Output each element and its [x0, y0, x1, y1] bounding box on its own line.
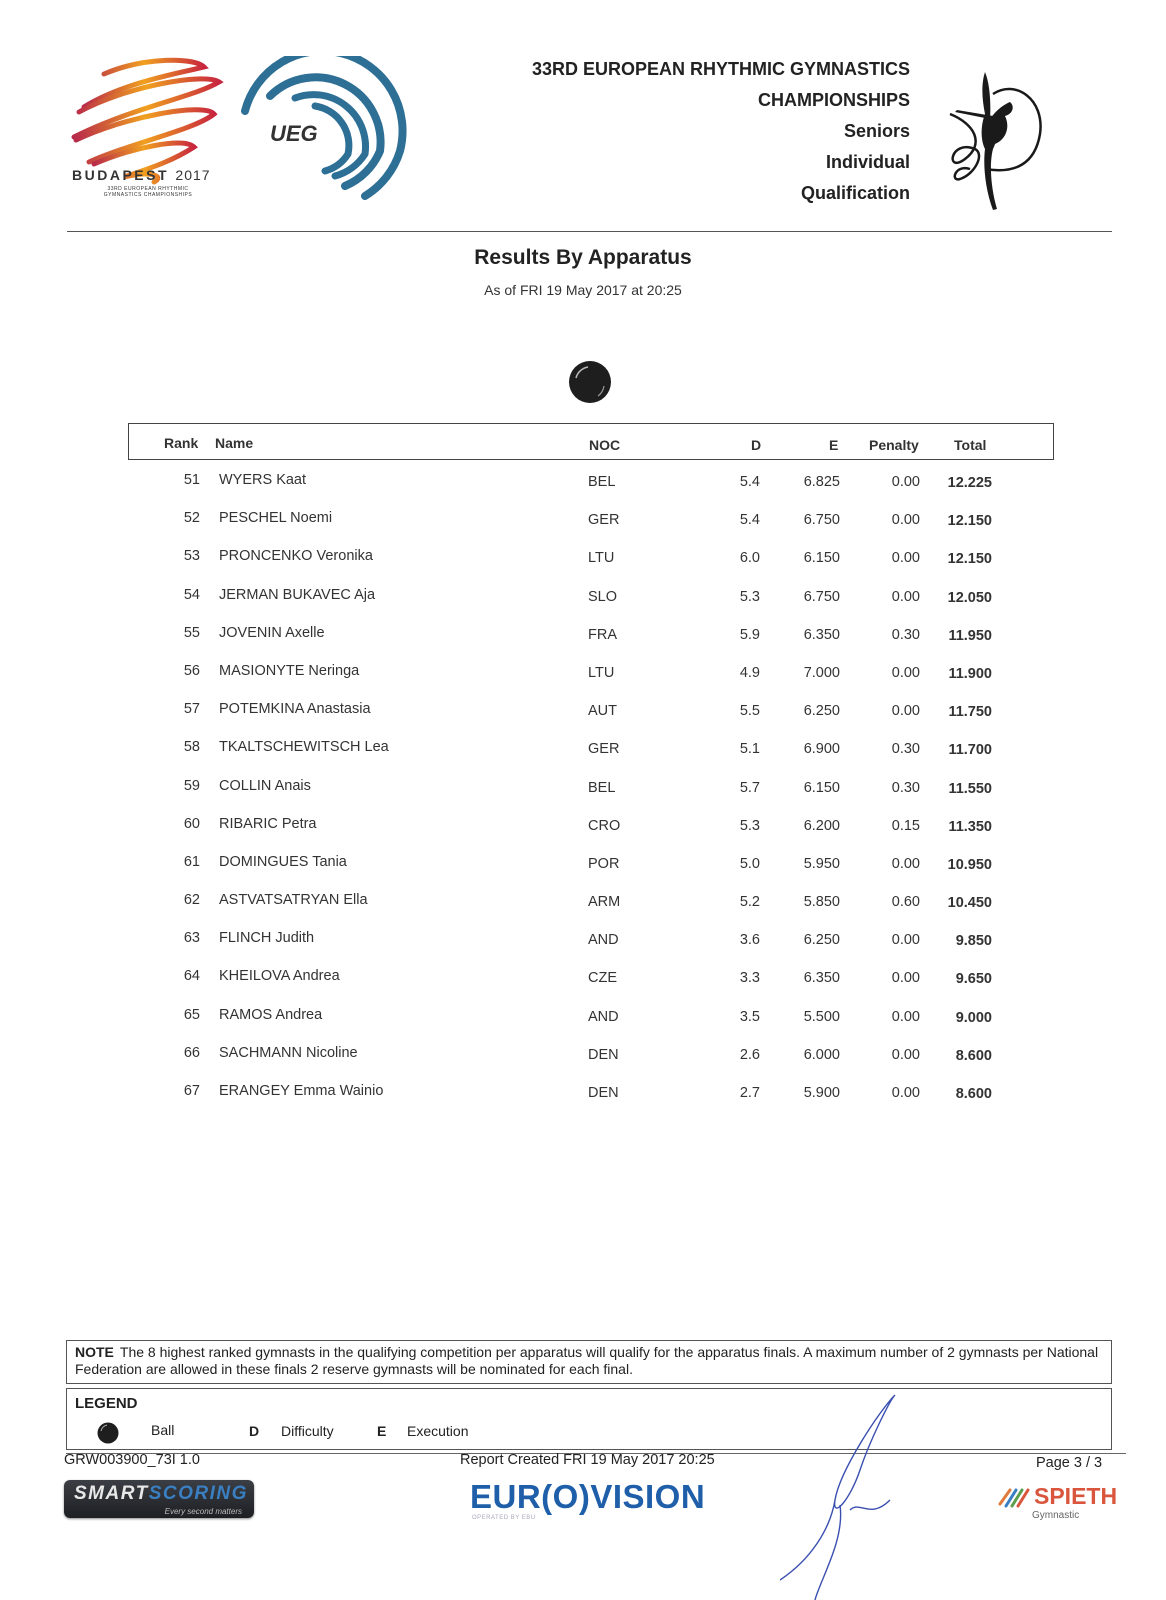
table-row — [0, 623, 1166, 661]
ueg-logo-text: UEG — [270, 121, 318, 146]
gymnast-silhouette-icon — [945, 64, 1045, 214]
gymnast-name: PESCHEL Noemi — [219, 510, 333, 527]
total: 11.550 — [948, 780, 992, 797]
noc: BEL — [588, 779, 616, 796]
gymnast-name: WYERS Kaat — [219, 472, 307, 488]
rank: 53 — [183, 548, 200, 565]
results-table-body — [0, 470, 1166, 1119]
e-score: 6.200 — [803, 817, 840, 834]
d-score: 5.5 — [739, 703, 760, 720]
penalty: 0.15 — [891, 817, 920, 834]
rank: 60 — [183, 815, 200, 832]
col-d: D — [751, 437, 762, 453]
penalty: 0.30 — [891, 779, 920, 796]
note-text: The 8 highest ranked gymnasts in the qualifying competition per apparatus will qualify for the apparatus finals. A maximum number of 2 gymnasts per National Federation are allowed in these finals 2 reserve gymnasts will be nominated for each final. — [75, 1344, 1099, 1377]
noc: GER — [588, 512, 620, 529]
penalty: 0.00 — [891, 703, 920, 720]
report-created: Report Created FRI 19 May 2017 20:25 — [460, 1452, 715, 1468]
gymnast-name: ERANGEY Emma Wainio — [219, 1083, 384, 1099]
penalty: 0.00 — [891, 664, 920, 681]
table-row — [0, 1081, 1166, 1119]
rank: 58 — [183, 739, 200, 756]
rank: 59 — [183, 777, 200, 794]
table-row — [0, 890, 1166, 928]
rank: 62 — [183, 892, 200, 909]
table-row — [0, 585, 1166, 623]
noc: LTU — [588, 550, 615, 567]
total: 11.900 — [948, 665, 992, 682]
legend-d-symbol: D — [249, 1423, 260, 1439]
table-row — [0, 1043, 1166, 1081]
legend-e-label: Execution — [407, 1423, 469, 1439]
gymnast-name: PRONCENKO Veronika — [219, 548, 373, 565]
penalty: 0.00 — [891, 1008, 920, 1025]
penalty: 0.00 — [891, 932, 920, 949]
legend-title: LEGEND — [75, 1395, 138, 1412]
table-row — [0, 737, 1166, 775]
penalty: 0.00 — [891, 1046, 920, 1063]
d-score: 5.7 — [739, 779, 760, 796]
e-score: 6.150 — [803, 550, 840, 567]
total: 12.225 — [947, 475, 992, 491]
gymnast-name: MASIONYTE Neringa — [219, 662, 360, 679]
total: 11.950 — [948, 627, 992, 644]
total: 9.000 — [955, 1009, 992, 1026]
gymnast-name: TKALTSCHEWITSCH Lea — [219, 739, 389, 756]
penalty: 0.00 — [891, 970, 920, 987]
e-score: 6.250 — [803, 703, 840, 720]
gymnast-name: POTEMKINA Anastasia — [219, 701, 371, 718]
rank: 65 — [183, 1006, 200, 1023]
col-e: E — [829, 437, 839, 453]
table-row — [0, 776, 1166, 814]
gymnast-name: ASTVATSATRYAN Ella — [219, 892, 368, 909]
penalty: 0.00 — [891, 588, 920, 605]
ball-icon — [97, 1422, 119, 1444]
eurovision-logo: EUR(O)VISION — [470, 1478, 706, 1515]
spieth-stripes-icon — [996, 1486, 1032, 1508]
note-label: NOTE — [75, 1344, 114, 1360]
rank: 54 — [183, 586, 200, 603]
results-table-header — [128, 423, 1054, 460]
total: 12.150 — [947, 551, 992, 568]
penalty: 0.00 — [891, 512, 920, 529]
e-score: 5.900 — [803, 1085, 840, 1101]
table-row — [0, 508, 1166, 546]
col-noc: NOC — [589, 437, 621, 453]
d-score: 2.7 — [739, 1085, 760, 1101]
d-score: 5.9 — [739, 626, 760, 643]
gymnast-name: RAMOS Andrea — [219, 1006, 323, 1023]
noc: CRO — [588, 817, 621, 834]
gymnast-name: JERMAN BUKAVEC Aja — [219, 586, 376, 603]
e-score: 6.750 — [803, 512, 840, 529]
e-score: 5.950 — [803, 855, 840, 872]
rank: 61 — [183, 853, 200, 870]
total: 10.950 — [947, 856, 992, 873]
e-score: 6.750 — [803, 588, 840, 605]
gymnast-name: RIBARIC Petra — [219, 815, 317, 832]
ueg-logo — [240, 56, 410, 206]
col-name: Name — [215, 435, 254, 451]
legend-d-label: Difficulty — [281, 1423, 334, 1439]
penalty: 0.00 — [891, 474, 920, 490]
noc: LTU — [588, 664, 615, 681]
penalty: 0.00 — [891, 855, 920, 872]
rank: 64 — [183, 968, 200, 985]
total: 9.850 — [955, 933, 992, 950]
note-box — [66, 1340, 1112, 1384]
rank: 55 — [183, 624, 200, 641]
table-row — [0, 966, 1166, 1004]
noc: DEN — [588, 1085, 619, 1101]
d-score: 3.5 — [739, 1008, 760, 1025]
title-line-2: CHAMPIONSHIPS — [757, 90, 910, 110]
e-score: 6.000 — [803, 1046, 840, 1063]
noc: GER — [588, 741, 620, 758]
noc: BEL — [588, 474, 616, 490]
col-total: Total — [954, 437, 987, 453]
gymnast-name: KHEILOVA Andrea — [219, 968, 340, 985]
phase-qualification: Qualification — [800, 183, 910, 203]
e-score: 6.250 — [803, 932, 840, 949]
gymnast-name: SACHMANN Nicoline — [219, 1044, 358, 1061]
noc: POR — [588, 855, 620, 872]
legend-box — [66, 1388, 1112, 1450]
total: 11.750 — [948, 704, 992, 721]
e-score: 5.500 — [803, 1008, 840, 1025]
d-score: 3.6 — [739, 932, 760, 949]
rank: 67 — [183, 1083, 200, 1099]
category-seniors: Seniors — [843, 121, 910, 141]
col-penalty: Penalty — [869, 437, 919, 453]
noc: FRA — [588, 626, 617, 643]
document-code: GRW003900_73I 1.0 — [64, 1452, 200, 1468]
table-row — [0, 699, 1166, 737]
table-row — [0, 1005, 1166, 1043]
rank: 63 — [183, 930, 200, 947]
noc: AND — [588, 1008, 619, 1025]
championship-title — [532, 58, 910, 213]
total: 12.050 — [947, 589, 992, 606]
ball-icon — [568, 360, 612, 404]
d-score: 2.6 — [739, 1046, 760, 1063]
category-individual: Individual — [825, 152, 910, 172]
noc: DEN — [588, 1046, 619, 1063]
d-score: 5.4 — [739, 512, 760, 529]
e-score: 6.350 — [803, 970, 840, 987]
total: 12.150 — [947, 513, 992, 530]
gymnast-name: COLLIN Anais — [219, 777, 311, 794]
penalty: 0.30 — [891, 626, 920, 643]
penalty: 0.00 — [891, 1085, 920, 1101]
budapest-logo-wordmark: BUDAPEST 2017 — [72, 167, 211, 183]
rank: 52 — [183, 510, 200, 527]
d-score: 6.0 — [739, 550, 760, 567]
e-score: 5.850 — [803, 894, 840, 911]
noc: AUT — [588, 703, 617, 720]
gymnast-name: FLINCH Judith — [219, 930, 315, 947]
rank: 57 — [183, 701, 200, 718]
page-number: Page 3 / 3 — [1036, 1455, 1103, 1471]
table-row — [0, 546, 1166, 584]
report-timestamp: As of FRI 19 May 2017 at 20:25 — [484, 282, 682, 298]
header-divider — [67, 231, 1112, 232]
budapest-logo-subtitle: 33RD EUROPEAN RHYTHMIC GYMNASTICS CHAMPIONSHIPS — [103, 186, 193, 198]
total: 11.350 — [948, 818, 992, 835]
table-row — [0, 852, 1166, 890]
noc: SLO — [588, 588, 618, 605]
table-row — [0, 814, 1166, 852]
legend-e-symbol: E — [377, 1423, 387, 1439]
d-score: 5.0 — [739, 855, 760, 872]
rank: 56 — [183, 662, 200, 679]
smartscoring-logo: SMARTSCORING Every second matters — [64, 1480, 254, 1518]
penalty: 0.30 — [891, 741, 920, 758]
e-score: 7.000 — [803, 664, 840, 681]
noc: ARM — [588, 894, 621, 911]
d-score: 5.3 — [739, 817, 760, 834]
total: 8.600 — [955, 1047, 992, 1064]
e-score: 6.350 — [803, 626, 840, 643]
rank: 51 — [183, 472, 200, 488]
table-row — [0, 470, 1166, 508]
signature — [780, 1390, 920, 1600]
total: 8.600 — [955, 1086, 992, 1102]
total: 11.700 — [948, 742, 992, 759]
rank: 66 — [183, 1044, 200, 1061]
d-score: 5.3 — [739, 588, 760, 605]
d-score: 3.3 — [739, 970, 760, 987]
eurovision-logo-subtitle: OPERATED BY EBU — [472, 1515, 536, 1521]
d-score: 4.9 — [739, 664, 760, 681]
report-title: Results By Apparatus — [474, 246, 692, 269]
title-line-1: 33RD EUROPEAN RHYTHMIC GYMNASTICS — [531, 59, 910, 79]
noc: AND — [588, 932, 619, 949]
d-score: 5.1 — [739, 741, 760, 758]
total: 10.450 — [947, 895, 992, 912]
table-row — [0, 928, 1166, 966]
gymnast-name: JOVENIN Axelle — [219, 624, 325, 641]
table-row — [0, 661, 1166, 699]
penalty: 0.60 — [891, 894, 920, 911]
e-score: 6.825 — [803, 474, 840, 490]
e-score: 6.900 — [803, 741, 840, 758]
total: 9.650 — [955, 971, 992, 988]
gymnast-name: DOMINGUES Tania — [219, 853, 347, 870]
d-score: 5.4 — [739, 474, 760, 490]
legend-ball-label: Ball — [151, 1422, 175, 1438]
col-rank: Rank — [164, 435, 199, 451]
d-score: 5.2 — [739, 894, 760, 911]
noc: CZE — [588, 970, 617, 987]
e-score: 6.150 — [803, 779, 840, 796]
spieth-logo-subtitle: Gymnastic — [1032, 1510, 1080, 1521]
penalty: 0.00 — [891, 550, 920, 567]
